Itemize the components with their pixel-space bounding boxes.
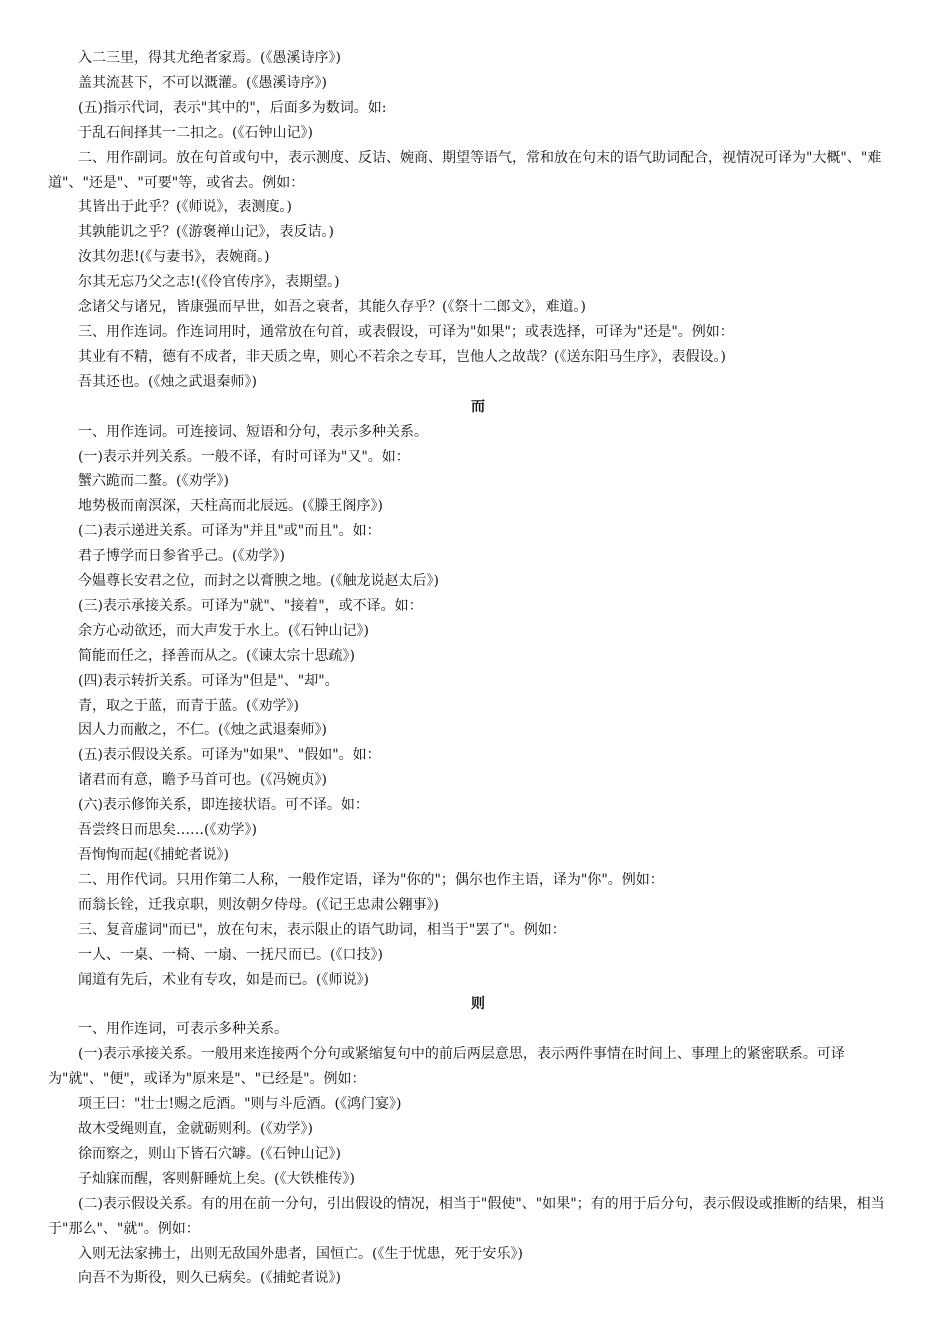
paragraph: 吾恂恂而起(《捕蛇者说》): [78, 847, 229, 863]
paragraph: (三)表示承接关系。可译为"就"、"接着"，或不译。如：: [78, 597, 423, 614]
document-body: [48, 46, 908, 1291]
paragraph: 故木受绳则直，金就砺则利。(《劝学》): [78, 1120, 313, 1137]
paragraph: 汝其勿悲!(《与妻书》，表婉商。): [78, 249, 270, 266]
paragraph: (五)指示代词，表示"其中的"，后面多为数词。如:: [78, 99, 387, 116]
paragraph: 尔其无忘乃父之志!(《伶官传序》，表期望。): [78, 274, 340, 291]
paragraph: 二、用作副词。放在句首或句中，表示测度、反诘、婉商、期望等语气，常和放在句末的语气助词配合，视情况可译为"大概"、"难道"、"还是"、"可要"等，或省去。例如：: [48, 149, 882, 191]
paragraph: 其业有不精，德有不成者，非天质之卑，则心不若余之专耳，岂他人之故哉？(《送东阳马生序》，表假设。): [78, 348, 726, 365]
paragraph: 一、用作连词。可连接词、短语和分句，表示多种关系。: [78, 423, 428, 440]
paragraph: 君子博学而日参省乎己。(《劝学》): [78, 548, 285, 565]
paragraph: 于乱石间择其一二扣之。(《石钟山记》): [78, 124, 313, 141]
paragraph: 吾其还也。(《烛之武退秦师》): [78, 373, 257, 390]
paragraph: 青，取之于蓝，而青于蓝。(《劝学》): [78, 697, 299, 714]
paragraph: 余方心动欲还，而大声发于水上。(《石钟山记》): [78, 622, 369, 639]
paragraph: 入二三里，得其尤绝者家焉。(《愚溪诗序》): [78, 50, 341, 66]
paragraph: 三、用作连词。作连词用时，通常放在句首，或表假设，可译为"如果"；或表选择，可译为"还是"。例如：: [78, 323, 734, 340]
paragraph: 徐而察之，则山下皆石穴罅。(《石钟山记》): [78, 1145, 341, 1162]
paragraph: (四)表示转折关系。可译为"但是"、"却"。: [78, 672, 339, 689]
paragraph: 简能而任之，择善而从之。(《谏太宗十思疏》): [78, 647, 355, 664]
paragraph: 因人力而敝之，不仁。(《烛之武退秦师》): [78, 722, 327, 739]
paragraph: 蟹六跪而二螯。(《劝学》): [78, 473, 229, 490]
paragraph: (六)表示修饰关系，即连接状语。可不译。如：: [78, 797, 369, 814]
section-heading: 则: [471, 996, 485, 1013]
paragraph: 今媪尊长安君之位，而封之以膏腴之地。(《触龙说赵太后》): [78, 573, 439, 590]
paragraph: 子灿寐而醒，客则鼾睡炕上矣。(《大铁椎传》): [78, 1170, 355, 1187]
paragraph: 二、用作代词。只用作第二人称，一般作定语，译为"你的"；偶尔也作主语，译为"你"。例如：: [78, 871, 664, 888]
paragraph: (一)表示承接关系。一般用来连接两个分句或紧缩复句中的前后两层意思，表示两件事情在时间上、事理上的紧密联系。可译为"就"、"便"，或译为"原来是"、"已经是"。例如：: [48, 1046, 845, 1088]
paragraph: (二)表示递进关系。可译为"并且"或"而且"。如：: [78, 523, 381, 540]
paragraph: 盖其流甚下，不可以溉灌。(《愚溪诗序》): [78, 74, 327, 91]
paragraph: 三、复音虚词"而已"，放在句末，表示限止的语气助词，相当于"罢了"。例如：: [78, 921, 566, 938]
paragraph: 其孰能讥之乎？(《游褒禅山记》，表反诘。): [78, 224, 334, 241]
paragraph: 诸君而有意，瞻予马首可也。(《冯婉贞》): [78, 772, 327, 789]
paragraph: 项王曰："壮士!赐之卮酒。"则与斗卮酒。(《鸿门宴》): [78, 1096, 402, 1113]
paragraph: (一)表示并列关系。一般不译，有时可译为"又"。如：: [78, 448, 410, 465]
paragraph: 念诸父与诸兄，皆康强而早世，如吾之衰者，其能久存乎？(《祭十二郎文》，难道。): [78, 299, 586, 316]
paragraph: 其皆出于此乎？(《师说》，表测度。): [78, 199, 292, 216]
paragraph: 地势极而南溟深，天柱高而北辰远。(《滕王阁序》): [78, 498, 383, 515]
paragraph: 而翁长铨，迁我京职，则汝朝夕侍母。(《记王忠肃公翱事》): [78, 896, 439, 913]
paragraph: 闻道有先后，术业有专攻，如是而已。(《师说》): [78, 971, 369, 988]
paragraph: 一人、一桌、一椅、一扇、一抚尺而已。(《口技》): [78, 946, 383, 963]
paragraph: (二)表示假设关系。有的用在前一分句，引出假设的情况，相当于"假使"、"如果"；有的用于后分句，表示假设或推断的结果，相当于"那么"、"就"。例如：: [48, 1195, 885, 1237]
section-heading: 而: [471, 398, 485, 415]
paragraph: 入则无法家拂士，出则无敌国外患者，国恒亡。(《生于忧患，死于安乐》): [78, 1245, 523, 1262]
paragraph: 向吾不为斯役，则久已病矣。(《捕蛇者说》): [78, 1270, 341, 1287]
paragraph: 一、用作连词，可表示多种关系。: [78, 1021, 288, 1038]
paragraph: (五)表示假设关系。可译为"如果"、"假如"。如：: [78, 747, 381, 764]
paragraph: 吾尝终日而思矣……(《劝学》): [78, 822, 257, 839]
